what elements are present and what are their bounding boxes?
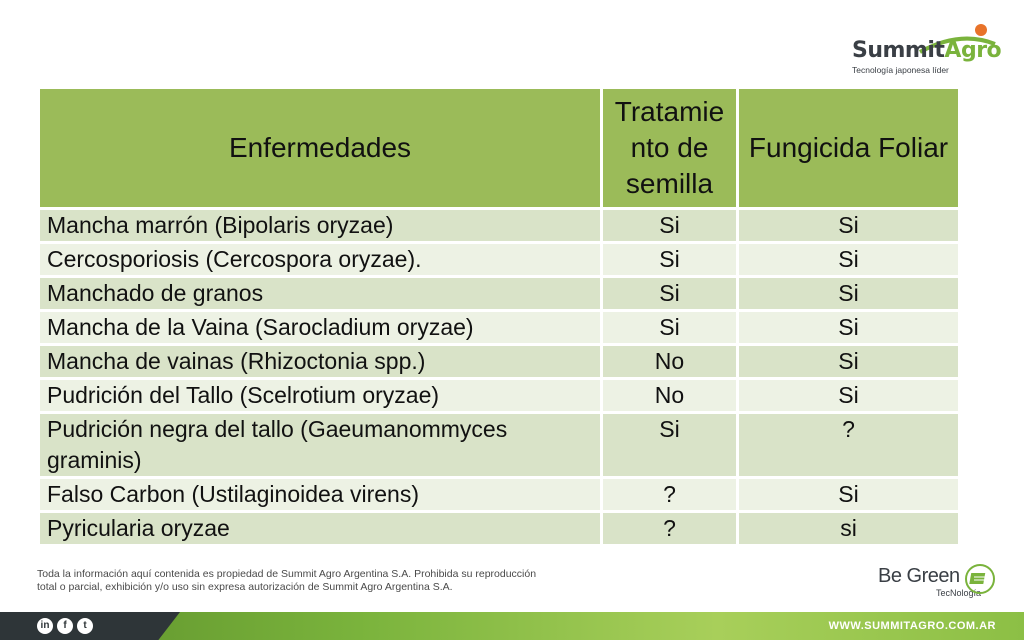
table-row — [39, 311, 960, 345]
diseases-table — [37, 86, 961, 547]
logo-agro-text: Agro — [944, 38, 1002, 63]
table-row — [39, 243, 960, 277]
bottom-bar — [0, 612, 1024, 640]
cell-disease: Mancha marrón (Bipolaris oryzae) — [39, 209, 602, 243]
linkedin-icon[interactable]: in — [37, 618, 53, 634]
copyright-notice — [37, 568, 536, 594]
cell-foliar: Si — [738, 209, 960, 243]
table-row — [39, 413, 960, 478]
cell-disease: Mancha de la Vaina (Sarocladium oryzae) — [39, 311, 602, 345]
header-enfermedades: Enfermedades — [39, 88, 602, 209]
cell-foliar: si — [738, 512, 960, 546]
cell-seed: No — [602, 345, 738, 379]
cell-foliar: Si — [738, 311, 960, 345]
cell-seed: Si — [602, 277, 738, 311]
logo-wordmark — [852, 38, 1001, 63]
be-green-logo — [878, 563, 998, 601]
table-row — [39, 209, 960, 243]
notice-line: Toda la información aquí contenida es propiedad de Summit Agro Argentina S.A. Prohibida su reproducción — [37, 568, 537, 580]
cell-disease: Pudrición negra del tallo (Gaeumanommyces graminis) — [39, 413, 602, 478]
cell-foliar: Si — [738, 243, 960, 277]
cell-disease: Pyricularia oryzae — [39, 512, 602, 546]
cell-seed: Si — [602, 209, 738, 243]
cell-seed: No — [602, 379, 738, 413]
solar-panel-icon — [964, 563, 996, 595]
cell-disease: Mancha de vainas (Rhizoctonia spp.) — [39, 345, 602, 379]
cell-seed: ? — [602, 512, 738, 546]
cell-disease: Pudrición del Tallo (Scelrotium oryzae) — [39, 379, 602, 413]
summit-agro-logo — [850, 22, 1000, 78]
table-header-row — [39, 88, 960, 209]
cell-seed: ? — [602, 478, 738, 512]
website-link[interactable]: WWW.SUMMITAGRO.COM.AR — [828, 620, 996, 632]
be-green-subtitle: TecNología — [936, 588, 982, 598]
cell-seed: Si — [602, 413, 738, 478]
header-line: Tratamie — [614, 96, 725, 127]
table-row — [39, 379, 960, 413]
table-row — [39, 345, 960, 379]
cell-seed: Si — [602, 311, 738, 345]
header-tratamiento-semilla — [602, 88, 738, 209]
cell-foliar: Si — [738, 379, 960, 413]
cell-disease: Cercosporiosis (Cercospora oryzae). — [39, 243, 602, 277]
cell-foliar: Si — [738, 345, 960, 379]
cell-disease: Falso Carbon (Ustilaginoidea virens) — [39, 478, 602, 512]
cell-disease: Manchado de granos — [39, 277, 602, 311]
logo-tagline: Tecnología japonesa líder — [852, 65, 949, 75]
facebook-icon[interactable]: f — [57, 618, 73, 634]
cell-foliar: Si — [738, 277, 960, 311]
cell-foliar: ? — [738, 413, 960, 478]
twitter-icon[interactable]: t — [77, 618, 93, 634]
table-row — [39, 478, 960, 512]
table-row — [39, 512, 960, 546]
header-fungicida-foliar: Fungicida Foliar — [738, 88, 960, 209]
notice-line: total o parcial, exhibición y/o uso sin expresa autorización de Summit Agro Argentina S.A. — [37, 581, 453, 593]
be-green-title: Be Green — [878, 565, 960, 587]
cell-foliar: Si — [738, 478, 960, 512]
table-row — [39, 277, 960, 311]
cell-seed: Si — [602, 243, 738, 277]
logo-summit-text: Summit — [852, 38, 945, 63]
header-line: nto de — [630, 132, 709, 163]
header-line: semilla — [625, 168, 714, 199]
